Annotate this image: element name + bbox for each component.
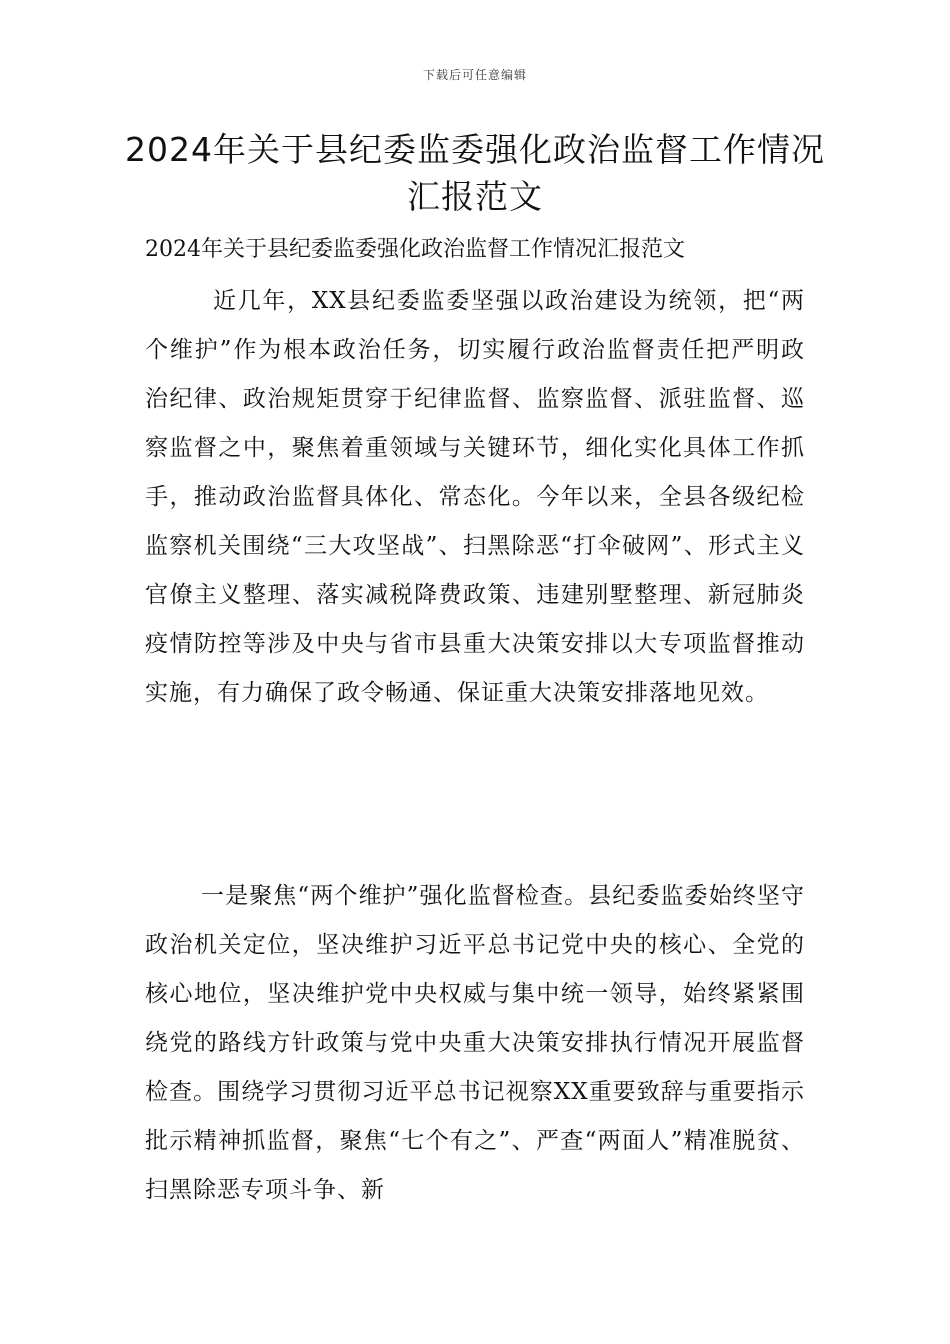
- document-title: 2024年关于县纪委监委强化政治监督工作情况汇报范文: [125, 130, 825, 216]
- body-paragraph: 近几年，XX县纪委监委坚强以政治建设为统领，把“两个维护”作为根本政治任务，切实履行政治监督责任把严明政治纪律、政治规矩贯穿于纪律监督、监察监督、派驻监督、巡察监督之中，聚焦着重领域与关键环节，细化实化具体工作抓手，推动政治监督具体化、常态化。今年以来，全县各级纪检监察机关围绕“三大攻坚战”、扫黑除恶“打伞破网”、形式主义官僚主义整理、落实减税降费政策、违建别墅整理、新冠肺炎疫情防控等涉及中央与省市县重大决策安排以大专项监督推动实施，有力确保了政令畅通、保证重大决策安排落地见效。: [145, 288, 805, 706]
- document-subtitle: 2024年关于县纪委监委强化政治监督工作情况汇报范文: [145, 237, 685, 262]
- header-note: 下载后可任意编辑: [422, 68, 527, 82]
- body-paragraph: 一是聚焦“两个维护”强化监督检查。县纪委监委始终坚守政治机关定位，坚决维护习近平总书记党中央的核心、全党的核心地位，坚决维护党中央权威与集中统一领导，始终紧紧围绕党的路线方针政策与党中央重大决策安排执行情况开展监督检查。围绕学习贯彻习近平总书记视察XX重要致辞与重要指示批示精神抓监督，聚焦“七个有之”、严查“两面人”精准脱贫、扫黑除恶专项斗争、新: [145, 883, 805, 1203]
